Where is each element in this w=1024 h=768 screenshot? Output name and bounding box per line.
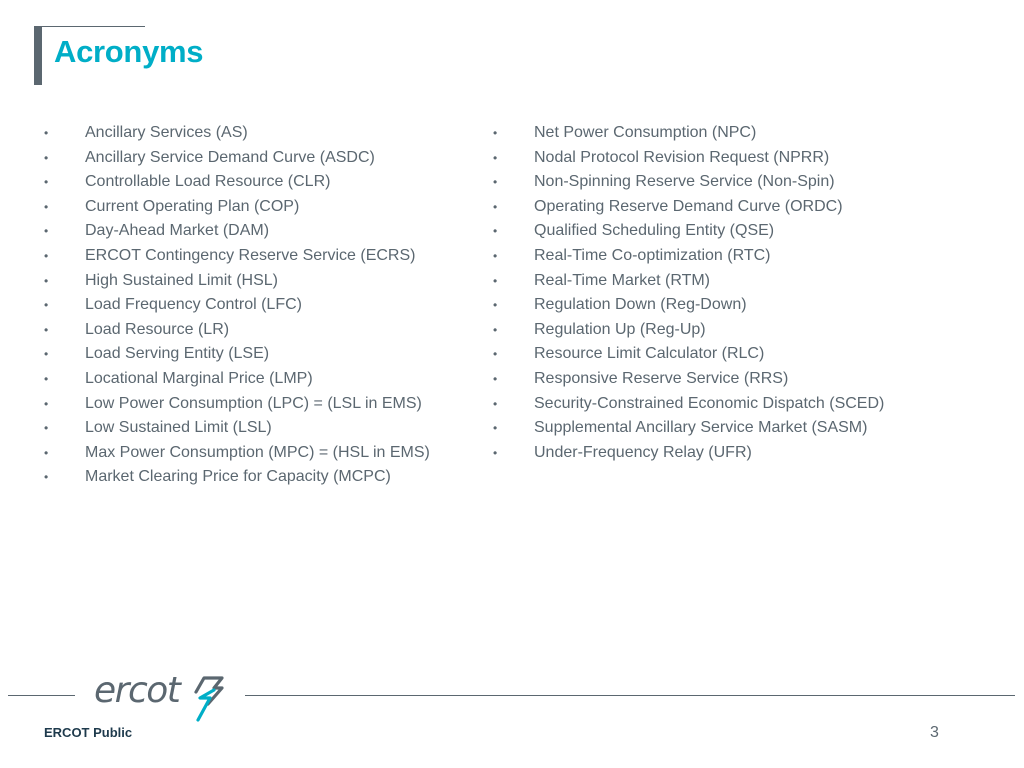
acronym-item <box>489 172 919 192</box>
acronym-item <box>40 271 450 291</box>
acronym-item <box>40 443 450 463</box>
acronym-text: Nodal Protocol Revision Request (NPRR) <box>534 148 830 166</box>
ercot-texas-bolt-icon <box>192 674 224 722</box>
acronym-item <box>40 320 450 340</box>
acronym-item <box>40 221 450 241</box>
acronym-item <box>40 123 450 143</box>
acronym-item <box>40 418 450 438</box>
acronym-text: Responsive Reserve Service (RRS) <box>534 369 789 387</box>
acronym-item <box>40 467 450 487</box>
acronym-item <box>489 271 919 291</box>
logo-wordmark: ercot <box>94 670 180 711</box>
acronym-text: Operating Reserve Demand Curve (ORDC) <box>534 197 843 215</box>
ercot-logo <box>94 672 226 722</box>
acronym-text: Real-Time Co-optimization (RTC) <box>534 246 771 264</box>
acronym-text: • Controllable Load Resource (CLR) <box>85 173 331 191</box>
acronym-text: Resource Limit Calculator (RLC) <box>534 345 765 363</box>
acronym-item <box>40 295 450 315</box>
footer-rule-left <box>8 695 75 696</box>
acronym-item <box>40 369 450 389</box>
acronym-item <box>489 221 919 241</box>
acronym-text: Regulation Up (Reg-Up) <box>534 320 706 338</box>
acronym-item <box>489 369 919 389</box>
acronym-text: • Current Operating Plan (COP) <box>85 197 300 215</box>
acronym-text: Security-Constrained Economic Dispatch (SCED) <box>534 394 885 412</box>
acronym-text: • Ancillary Services (AS) <box>85 124 248 141</box>
acronym-item <box>489 148 919 168</box>
acronym-item <box>489 123 919 143</box>
acronym-item <box>489 246 919 266</box>
acronym-text: • Locational Marginal Price (LMP) <box>85 369 313 387</box>
acronym-item <box>40 394 450 414</box>
acronym-item <box>40 344 450 364</box>
acronym-item <box>489 418 919 438</box>
acronym-text: Net Power Consumption (NPC) <box>534 124 757 141</box>
acronym-text: Under-Frequency Relay (UFR) <box>534 443 752 461</box>
acronym-text: • Low Power Consumption (LPC) = (LSL in EMS) <box>85 394 422 412</box>
acronym-text: • Ancillary Service Demand Curve (ASDC) <box>85 148 375 166</box>
acronym-text: • Load Serving Entity (LSE) <box>85 345 270 363</box>
acronym-item <box>489 394 919 414</box>
acronym-text: • Day-Ahead Market (DAM) <box>85 222 270 240</box>
acronym-text: Non-Spinning Reserve Service (Non-Spin) <box>534 173 835 191</box>
acronym-text: • ERCOT Contingency Reserve Service (ECRS) <box>85 246 416 264</box>
page-title: Acronyms <box>54 34 204 69</box>
acronym-text: • Load Resource (LR) <box>85 320 230 338</box>
acronym-item <box>489 344 919 364</box>
footer-classification-label: ERCOT Public <box>44 725 133 740</box>
acronym-text: Real-Time Market (RTM) <box>534 271 711 289</box>
acronym-text: • Load Frequency Control (LFC) <box>85 296 302 314</box>
acronym-item <box>40 172 450 192</box>
acronym-list-right <box>489 123 919 467</box>
acronym-text: Supplemental Ancillary Service Market (SASM) <box>534 419 868 437</box>
acronym-item <box>40 148 450 168</box>
acronym-text: Regulation Down (Reg-Down) <box>534 296 747 314</box>
acronym-text: • Low Sustained Limit (LSL) <box>85 419 272 437</box>
title-accent-bar <box>34 26 42 85</box>
acronym-item <box>40 246 450 266</box>
page-number: 3 <box>930 724 939 741</box>
acronym-text: • Market Clearing Price for Capacity (MCPC) <box>85 468 391 486</box>
acronym-text: • High Sustained Limit (HSL) <box>85 271 278 289</box>
title-top-rule <box>34 26 145 27</box>
acronym-item <box>489 197 919 217</box>
acronym-item <box>489 320 919 340</box>
acronym-item <box>489 443 919 463</box>
acronym-item <box>489 295 919 315</box>
acronym-text: • Max Power Consumption (MPC) = (HSL in EMS) <box>85 443 430 461</box>
acronym-text: Qualified Scheduling Entity (QSE) <box>534 222 775 240</box>
footer-rule-right <box>245 695 1015 696</box>
acronym-list-left <box>40 123 450 492</box>
acronym-item <box>40 197 450 217</box>
